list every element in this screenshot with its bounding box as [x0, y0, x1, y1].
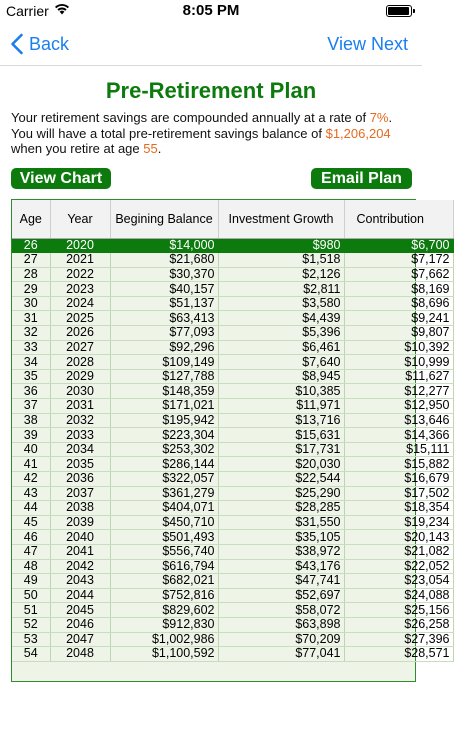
table-row[interactable]: [12, 384, 453, 399]
table-cell: 2042: [50, 559, 110, 574]
table-cell: 2029: [50, 369, 110, 384]
table-cell: $829,602: [110, 603, 218, 618]
table-cell: $556,740: [110, 544, 218, 559]
table-cell: $30,370: [110, 267, 218, 282]
table-cell: $7,172: [344, 253, 453, 268]
table-cell: 51: [12, 603, 50, 618]
table-cell: 2020: [50, 238, 110, 253]
back-button[interactable]: [10, 30, 69, 58]
table-cell: $752,816: [110, 588, 218, 603]
table-cell: $31,550: [218, 515, 344, 530]
page-title: Pre-Retirement Plan: [105, 78, 317, 103]
table-cell: $92,296: [110, 340, 218, 355]
table-row[interactable]: [12, 574, 453, 589]
table-cell: $13,716: [218, 413, 344, 428]
table-cell: 2035: [50, 457, 110, 472]
table-cell: 2025: [50, 311, 110, 326]
table-row[interactable]: [12, 340, 453, 355]
table-cell: $286,144: [110, 457, 218, 472]
table-cell: 2043: [50, 574, 110, 589]
table-cell: $21,082: [344, 544, 453, 559]
table-cell: 2024: [50, 296, 110, 311]
table-cell: $77,093: [110, 326, 218, 341]
status-bar: [0, 0, 422, 22]
table-cell: 2026: [50, 326, 110, 341]
header-year: Year: [50, 200, 110, 238]
summary-text: You will have a total pre-retirement savings balance of: [11, 125, 326, 141]
table-cell: $127,788: [110, 369, 218, 384]
table-body: [12, 238, 453, 661]
table-cell: $171,021: [110, 399, 218, 414]
table-cell: $12,277: [344, 384, 453, 399]
table-cell: $11,971: [218, 399, 344, 414]
table-row[interactable]: [12, 544, 453, 559]
table-row[interactable]: [12, 253, 453, 268]
table-cell: $52,697: [218, 588, 344, 603]
table-cell: 2044: [50, 588, 110, 603]
header-age: Age: [12, 200, 50, 238]
table-cell: $7,662: [344, 267, 453, 282]
table-cell: 34: [12, 355, 50, 370]
table-cell: 42: [12, 472, 50, 487]
table-cell: $14,000: [110, 238, 218, 253]
table-cell: 2047: [50, 632, 110, 647]
table-cell: 2048: [50, 647, 110, 662]
table-cell: $3,580: [218, 296, 344, 311]
table-row[interactable]: [12, 588, 453, 603]
table-cell: 2028: [50, 355, 110, 370]
table-row[interactable]: [12, 603, 453, 618]
table-cell: 49: [12, 574, 50, 589]
table-cell: $12,950: [344, 399, 453, 414]
table-cell: 28: [12, 267, 50, 282]
table-cell: $980: [218, 238, 344, 253]
table-row[interactable]: [12, 399, 453, 414]
table-cell: 43: [12, 486, 50, 501]
table-row[interactable]: [12, 647, 453, 662]
table-cell: $28,285: [218, 501, 344, 516]
table-cell: $195,942: [110, 413, 218, 428]
table-cell: $26,258: [344, 617, 453, 632]
table-row[interactable]: [12, 413, 453, 428]
table-cell: $1,518: [218, 253, 344, 268]
table-cell: $253,302: [110, 442, 218, 457]
retire-age-value: 55: [143, 141, 158, 156]
table-cell: $25,290: [218, 486, 344, 501]
table-cell: 36: [12, 384, 50, 399]
table-cell: 2045: [50, 603, 110, 618]
table-cell: 2046: [50, 617, 110, 632]
table-cell: $8,169: [344, 282, 453, 297]
table-cell: $63,413: [110, 311, 218, 326]
table-cell: $404,071: [110, 501, 218, 516]
table-row[interactable]: [12, 282, 453, 297]
table-cell: $17,502: [344, 486, 453, 501]
table-cell: $616,794: [110, 559, 218, 574]
table-cell: $4,439: [218, 311, 344, 326]
clock: 8:05 PM: [182, 2, 240, 19]
chevron-left-icon: [10, 33, 24, 55]
header-contribution: Contribution: [344, 200, 453, 238]
plan-summary: [11, 110, 416, 157]
table-cell: 33: [12, 340, 50, 355]
table-cell: $8,945: [218, 369, 344, 384]
table-cell: 2039: [50, 515, 110, 530]
navigation-bar: [0, 22, 422, 66]
table-cell: $20,143: [344, 530, 453, 545]
table-cell: 2022: [50, 267, 110, 282]
table-cell: 47: [12, 544, 50, 559]
savings-table[interactable]: [11, 199, 450, 682]
table-cell: 29: [12, 282, 50, 297]
table-cell: $501,493: [110, 530, 218, 545]
table-cell: $17,731: [218, 442, 344, 457]
table-row[interactable]: [12, 428, 453, 443]
table-cell: 32: [12, 326, 50, 341]
view-next-button[interactable]: View Next: [327, 34, 408, 54]
table-cell: 2037: [50, 486, 110, 501]
table-cell: $16,679: [344, 472, 453, 487]
summary-text: Your retirement savings are compounded annually at a rate of: [11, 110, 370, 125]
table-cell: $1,100,592: [110, 647, 218, 662]
table-cell: $11,627: [344, 369, 453, 384]
table-cell: $43,176: [218, 559, 344, 574]
table-row[interactable]: [12, 501, 453, 516]
table-cell: $14,366: [344, 428, 453, 443]
table-cell: $51,137: [110, 296, 218, 311]
table-cell: $223,304: [110, 428, 218, 443]
table-cell: $40,157: [110, 282, 218, 297]
summary-line-rate: [11, 110, 416, 126]
table-cell: $77,041: [218, 647, 344, 662]
table-cell: 38: [12, 413, 50, 428]
table-cell: 2030: [50, 384, 110, 399]
table-cell: $2,811: [218, 282, 344, 297]
table-cell: $15,111: [344, 442, 453, 457]
table-cell: 2032: [50, 413, 110, 428]
table-cell: 54: [12, 647, 50, 662]
header-beginning-balance: Begining Balance: [110, 200, 218, 238]
table-cell: 2033: [50, 428, 110, 443]
table-cell: $24,088: [344, 588, 453, 603]
table-cell: 2040: [50, 530, 110, 545]
table-cell: $27,396: [344, 632, 453, 647]
summary-text: .: [388, 110, 393, 125]
table-row[interactable]: [12, 486, 453, 501]
table-cell: 41: [12, 457, 50, 472]
table-row[interactable]: [12, 369, 453, 384]
table-cell: $63,898: [218, 617, 344, 632]
table-cell: $15,631: [218, 428, 344, 443]
table-cell: $10,385: [218, 384, 344, 399]
table-row[interactable]: [12, 530, 453, 545]
battery-icon: [386, 5, 412, 17]
table-cell: 44: [12, 501, 50, 516]
table-cell: $8,696: [344, 296, 453, 311]
table-cell: $1,002,986: [110, 632, 218, 647]
table-row[interactable]: [12, 632, 453, 647]
table-cell: 2031: [50, 399, 110, 414]
table-cell: $25,156: [344, 603, 453, 618]
table-row[interactable]: [12, 326, 453, 341]
table-row[interactable]: [12, 296, 453, 311]
table-row[interactable]: [12, 355, 453, 370]
table-cell: $682,021: [110, 574, 218, 589]
table-cell: 2034: [50, 442, 110, 457]
table-cell: $912,830: [110, 617, 218, 632]
summary-line-balance: [11, 126, 416, 142]
table-row[interactable]: [12, 617, 453, 632]
table-cell: $148,359: [110, 384, 218, 399]
table-cell: 50: [12, 588, 50, 603]
table-cell: $18,354: [344, 501, 453, 516]
summary-line-age: [11, 141, 416, 157]
table-cell: $6,461: [218, 340, 344, 355]
table-row[interactable]: [12, 267, 453, 282]
table-cell: 45: [12, 515, 50, 530]
table-row[interactable]: [12, 442, 453, 457]
table-cell: 48: [12, 559, 50, 574]
table-cell: $10,999: [344, 355, 453, 370]
table-row[interactable]: [12, 311, 453, 326]
table-row[interactable]: [12, 559, 453, 574]
summary-text: when you retire at age: [11, 141, 144, 156]
view-chart-button[interactable]: View Chart: [11, 168, 111, 189]
table-cell: 35: [12, 369, 50, 384]
table-cell: 2027: [50, 340, 110, 355]
table-cell: 2023: [50, 282, 110, 297]
table-cell: $5,396: [218, 326, 344, 341]
table-row[interactable]: [12, 472, 453, 487]
table-cell: $322,057: [110, 472, 218, 487]
table-cell: $13,646: [344, 413, 453, 428]
table-cell: 40: [12, 442, 50, 457]
table-cell: $2,126: [218, 267, 344, 282]
table-cell: $20,030: [218, 457, 344, 472]
table-cell: $35,105: [218, 530, 344, 545]
table-cell: $7,640: [218, 355, 344, 370]
table-cell: $19,234: [344, 515, 453, 530]
table-cell: 2036: [50, 472, 110, 487]
table-row[interactable]: [12, 238, 453, 253]
table-cell: 2041: [50, 544, 110, 559]
table-cell: $15,882: [344, 457, 453, 472]
table-cell: $70,209: [218, 632, 344, 647]
table-cell: $28,571: [344, 647, 453, 662]
email-plan-button[interactable]: Email Plan: [311, 168, 412, 189]
table-cell: 2021: [50, 253, 110, 268]
header-investment-growth: Investment Growth: [218, 200, 344, 238]
table-cell: $361,279: [110, 486, 218, 501]
summary-text: .: [157, 141, 162, 156]
table-cell: $38,972: [218, 544, 344, 559]
table-cell: $58,072: [218, 603, 344, 618]
table-row[interactable]: [12, 457, 453, 472]
back-button-label: Back: [29, 33, 70, 54]
table-cell: 31: [12, 311, 50, 326]
table-cell: $22,544: [218, 472, 344, 487]
table-cell: 2038: [50, 501, 110, 516]
table-row[interactable]: [12, 515, 453, 530]
table-cell: $10,392: [344, 340, 453, 355]
table-header-row: [12, 200, 453, 238]
table-cell: $47,741: [218, 574, 344, 589]
table-cell: 39: [12, 428, 50, 443]
table-cell: $450,710: [110, 515, 218, 530]
table-cell: $22,052: [344, 559, 453, 574]
table-cell: $9,241: [344, 311, 453, 326]
table-cell: 26: [12, 238, 50, 253]
table-cell: 27: [12, 253, 50, 268]
table-cell: $9,807: [344, 326, 453, 341]
table-cell: 37: [12, 399, 50, 414]
table-cell: $6,700: [344, 238, 453, 253]
carrier-label: Carrier: [6, 3, 49, 19]
table-cell: 52: [12, 617, 50, 632]
table-cell: $109,149: [110, 355, 218, 370]
table-cell: 46: [12, 530, 50, 545]
rate-value: 7%: [369, 110, 389, 125]
table-cell: 30: [12, 296, 50, 311]
table-cell: $23,054: [344, 574, 453, 589]
table-cell: 53: [12, 632, 50, 647]
balance-value: $1,206,204: [325, 125, 391, 141]
table-cell: $21,680: [110, 253, 218, 268]
